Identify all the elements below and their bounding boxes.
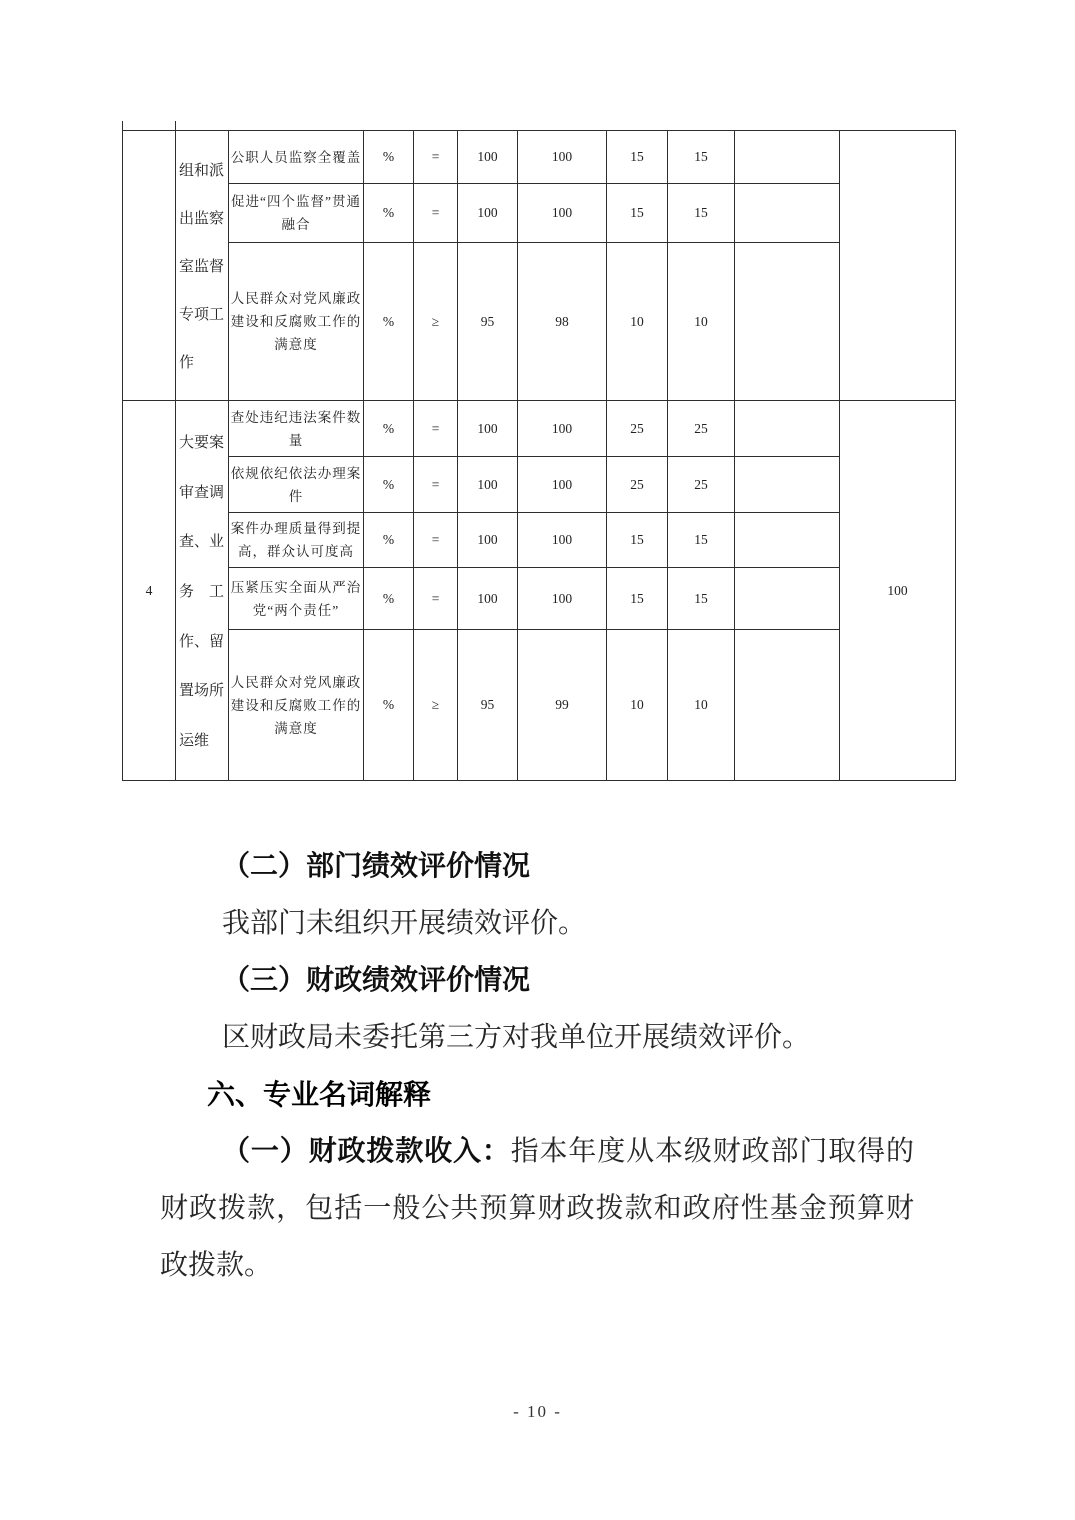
score-cell: 15 <box>668 513 735 568</box>
actual-value-cell: 100 <box>518 457 607 513</box>
note-cell <box>735 243 840 401</box>
unit-cell: % <box>364 401 414 457</box>
table-row <box>123 243 956 401</box>
score-cell: 10 <box>668 630 735 781</box>
weight-cell: 25 <box>607 401 668 457</box>
project-name-cell <box>176 401 229 781</box>
operator-cell: = <box>414 184 458 243</box>
actual-value-cell: 98 <box>518 243 607 401</box>
document-body <box>160 838 914 1294</box>
score-cell: 25 <box>668 401 735 457</box>
actual-value-cell: 100 <box>518 131 607 184</box>
target-value-cell: 100 <box>458 457 518 513</box>
target-value-cell: 100 <box>458 401 518 457</box>
note-cell <box>735 457 840 513</box>
unit-cell: % <box>364 513 414 568</box>
score-cell: 15 <box>668 568 735 630</box>
actual-value-cell: 100 <box>518 513 607 568</box>
project-name-line: 大要案 <box>179 435 225 452</box>
table-row <box>123 184 956 243</box>
indicator-name-cell: 促进“四个监督”贯通融合 <box>229 184 364 243</box>
note-cell <box>735 131 840 184</box>
glossary-entry <box>160 1123 914 1294</box>
table-row <box>123 131 956 184</box>
project-name-line: 专项工 <box>179 306 225 323</box>
target-value-cell: 95 <box>458 243 518 401</box>
note-cell <box>735 513 840 568</box>
unit-cell: % <box>364 184 414 243</box>
score-cell: 15 <box>668 184 735 243</box>
indicator-name-cell: 依规依纪依法办理案件 <box>229 457 364 513</box>
performance-indicators-table <box>122 130 956 781</box>
section-body-dept-eval: 我部门未组织开展绩效评价。 <box>222 908 587 939</box>
actual-value-cell: 100 <box>518 568 607 630</box>
unit-cell: % <box>364 457 414 513</box>
project-name-line: 查、业 <box>179 534 225 551</box>
row-index-cell <box>123 131 176 401</box>
glossary-heading: 六、专业名词解释 <box>207 1079 432 1110</box>
weight-cell: 15 <box>607 184 668 243</box>
weight-cell: 10 <box>607 243 668 401</box>
note-cell <box>735 184 840 243</box>
operator-cell: = <box>414 401 458 457</box>
project-name-line: 务 工 <box>179 584 225 600</box>
actual-value-cell: 100 <box>518 184 607 243</box>
operator-cell: = <box>414 568 458 630</box>
project-name-line: 出监察 <box>179 211 225 228</box>
operator-cell: ≥ <box>414 630 458 781</box>
indicator-name-cell: 公职人员监察全覆盖 <box>229 131 364 184</box>
project-name-line: 置场所 <box>179 683 225 700</box>
section-heading-finance-eval: （三）财政绩效评价情况 <box>222 965 531 996</box>
operator-cell: = <box>414 131 458 184</box>
actual-value-cell: 100 <box>518 401 607 457</box>
score-cell: 10 <box>668 243 735 401</box>
operator-cell: = <box>414 513 458 568</box>
section-heading-dept-eval: （二）部门绩效评价情况 <box>222 851 531 882</box>
table-row <box>123 568 956 630</box>
score-cell: 25 <box>668 457 735 513</box>
glossary-term: （一）财政拨款收入： <box>222 1136 511 1167</box>
target-value-cell: 100 <box>458 568 518 630</box>
indicator-name-cell: 查处违纪违法案件数量 <box>229 401 364 457</box>
glossary-definition: 指本年度从本级财政部门取得的财政拨款，包括一般公共预算财政拨款和政府性基金预算财政拨款。 <box>160 1136 914 1281</box>
section-body-finance-eval: 区财政局未委托第三方对我单位开展绩效评价。 <box>222 1022 811 1053</box>
score-cell: 15 <box>668 131 735 184</box>
table-row <box>123 401 956 457</box>
project-name-lines <box>179 403 225 779</box>
note-cell <box>735 630 840 781</box>
page-number: - 10 - <box>513 1402 562 1421</box>
section-total-cell: 100 <box>840 401 956 781</box>
table-continuation-stub-left <box>122 121 123 130</box>
unit-cell: % <box>364 630 414 781</box>
target-value-cell: 100 <box>458 184 518 243</box>
project-name-line: 室监督 <box>179 258 225 275</box>
actual-value-cell: 99 <box>518 630 607 781</box>
weight-cell: 15 <box>607 568 668 630</box>
project-name-lines <box>179 133 225 399</box>
table-row <box>123 630 956 781</box>
table-continuation-stub-right <box>175 121 176 130</box>
target-value-cell: 95 <box>458 630 518 781</box>
weight-cell: 15 <box>607 131 668 184</box>
project-name-line: 组和派 <box>179 163 225 180</box>
indicator-name-cell: 案件办理质量得到提高，群众认可度高 <box>229 513 364 568</box>
operator-cell: = <box>414 457 458 513</box>
weight-cell: 15 <box>607 513 668 568</box>
unit-cell: % <box>364 243 414 401</box>
table-row <box>123 457 956 513</box>
project-name-line: 审查调 <box>179 484 225 501</box>
note-cell <box>735 568 840 630</box>
row-index-cell: 4 <box>123 401 176 781</box>
project-name-cell <box>176 131 229 401</box>
operator-cell: ≥ <box>414 243 458 401</box>
unit-cell: % <box>364 568 414 630</box>
note-cell <box>735 401 840 457</box>
indicator-name-cell: 人民群众对党风廉政建设和反腐败工作的满意度 <box>229 630 364 781</box>
weight-cell: 25 <box>607 457 668 513</box>
target-value-cell: 100 <box>458 131 518 184</box>
indicator-name-cell: 压紧压实全面从严治党“两个责任” <box>229 568 364 630</box>
table-row <box>123 513 956 568</box>
target-value-cell: 100 <box>458 513 518 568</box>
project-name-line: 运维 <box>179 732 210 749</box>
weight-cell: 10 <box>607 630 668 781</box>
project-name-line: 作 <box>179 354 195 371</box>
project-name-line: 作、留 <box>179 633 225 650</box>
unit-cell: % <box>364 131 414 184</box>
indicator-name-cell: 人民群众对党风廉政建设和反腐败工作的满意度 <box>229 243 364 401</box>
section-total-cell <box>840 131 956 401</box>
